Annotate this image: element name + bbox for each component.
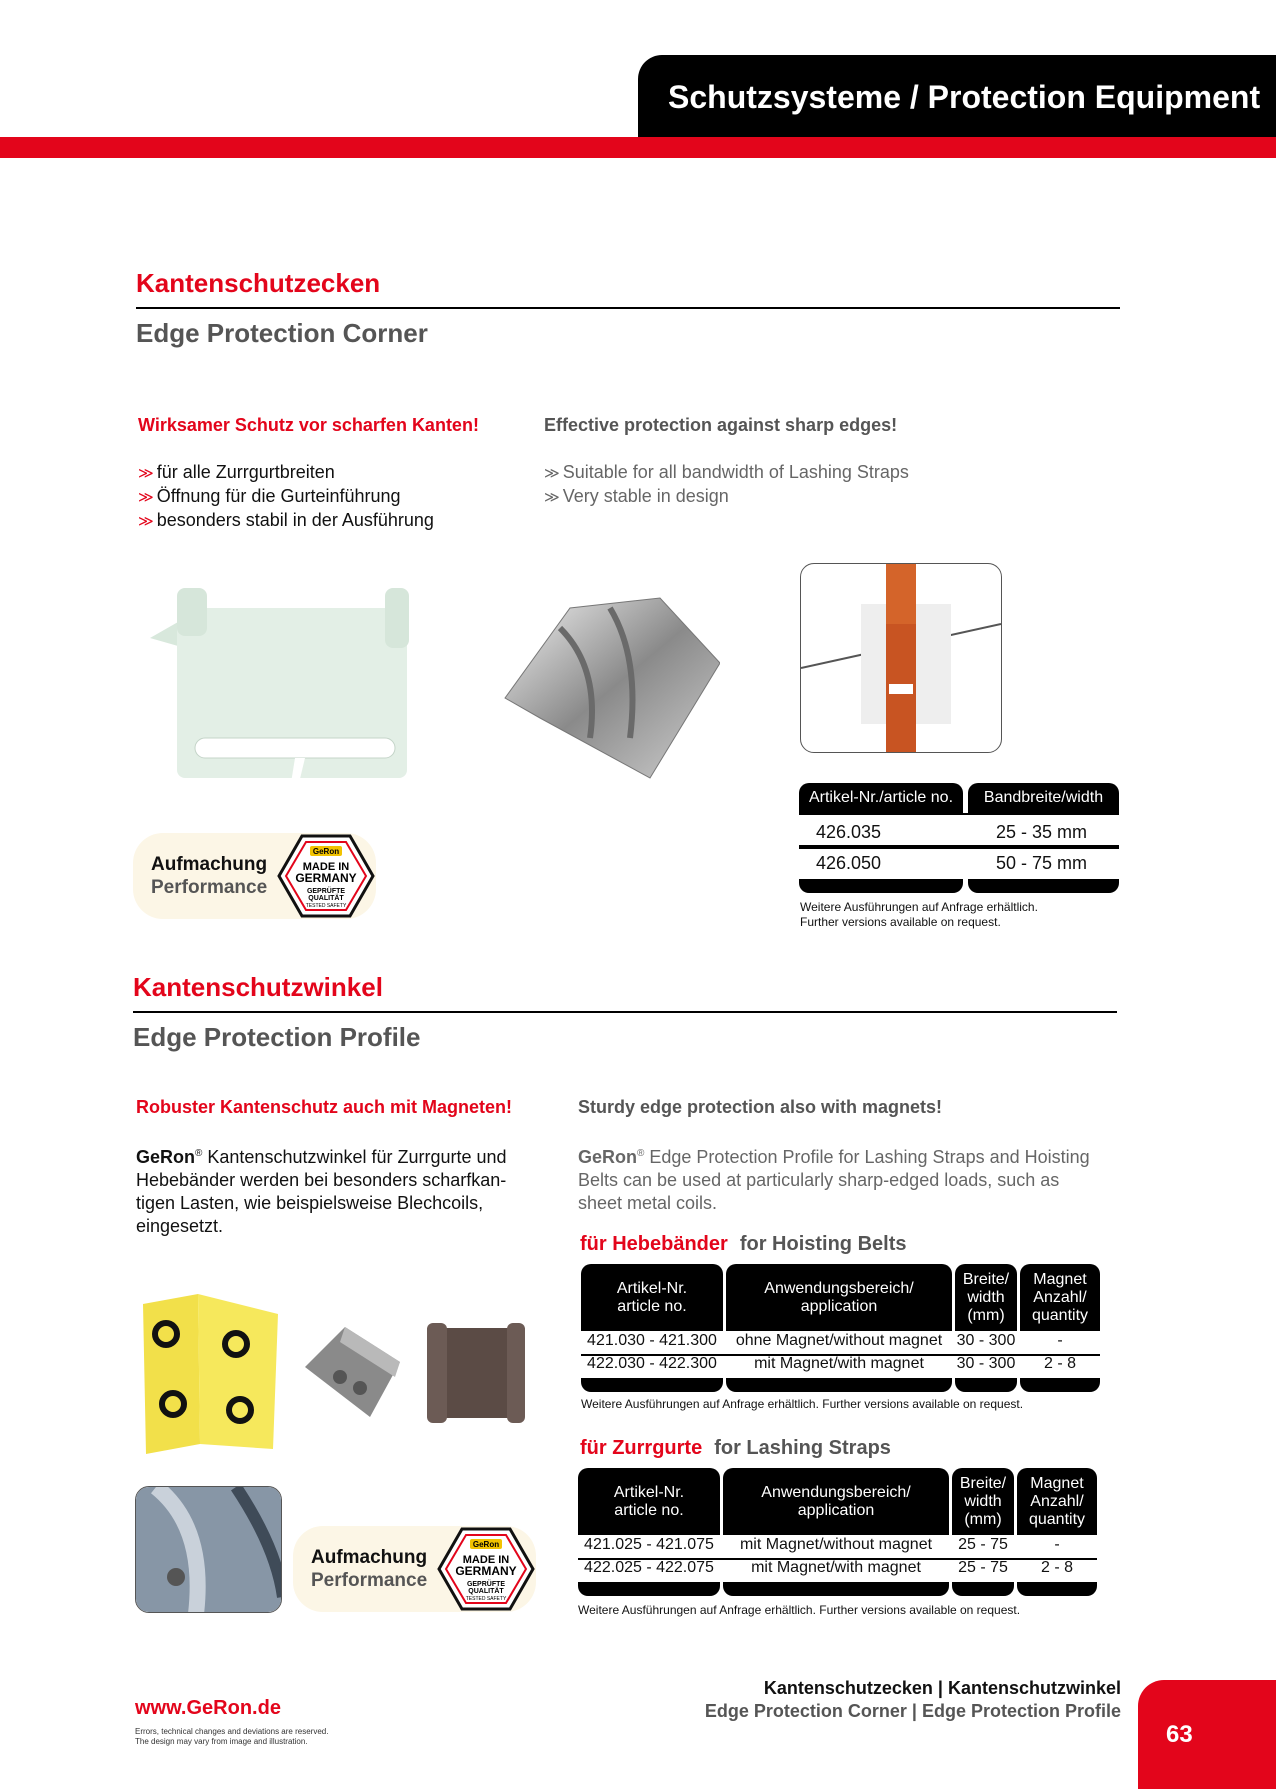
- performance-badge-2: [293, 1526, 536, 1612]
- table-header: Artikel-Nr. article no.: [578, 1468, 720, 1535]
- table-header: Artikel-Nr. article no.: [581, 1264, 723, 1331]
- header-title-tab: [638, 55, 1276, 139]
- lashing-note: Weitere Ausführungen auf Anfrage erhältlich. Further versions available on request.: [578, 1603, 1021, 1617]
- svg-text:TESTED SAFETY: TESTED SAFETY: [305, 903, 347, 909]
- website-link[interactable]: www.GeRon.de: [135, 1697, 281, 1719]
- section2-paragraph-de: GeRon® Kantenschutzwinkel für Zurrgurte und Hebebänder werden bei besonders scharfkan-tigen Lasten, wie beispielsweise Blechcoils, eingesetzt.: [136, 1147, 507, 1236]
- section1-note: Weitere Ausführungen auf Anfrage erhältlich. Further versions available on request.: [800, 900, 1038, 929]
- plastic-corner-image: [145, 578, 415, 788]
- table-header: Artikel-Nr./article no.: [799, 783, 963, 813]
- table-cell: 30 - 300: [956, 1332, 1016, 1349]
- table-header: Bandbreite/width: [968, 783, 1119, 813]
- lashing-subtitle: für Zurrgurte for Lashing Straps: [580, 1437, 891, 1459]
- section2-paragraph-en: GeRon® Edge Protection Profile for Lashing Straps and Hoisting Belts can be used at particularly sharp-edged loads, such as sheet metal coils.: [578, 1147, 1090, 1213]
- footer-title-en: Edge Protection Corner | Edge Protection Profile: [704, 1701, 1121, 1721]
- table-header: Magnet Anzahl/ quantity: [1020, 1264, 1100, 1331]
- section2-rule: [133, 1011, 1117, 1013]
- badge-line2: Performance: [311, 1570, 428, 1591]
- made-in-germany-seal: [277, 834, 375, 918]
- section2-lead-en: Sturdy edge protection also with magnets!: [578, 1097, 943, 1117]
- table-header: Breite/ width (mm): [952, 1468, 1014, 1535]
- double-chevron-icon: ≫: [138, 489, 154, 506]
- section1-rule: [136, 307, 1120, 309]
- double-chevron-icon: ≫: [138, 465, 154, 482]
- hoisting-subtitle: für Hebebänder for Hoisting Belts: [580, 1233, 907, 1255]
- section2-lead-de: Robuster Kantenschutz auch mit Magneten!: [136, 1097, 513, 1117]
- table-header: Magnet Anzahl/ quantity: [1017, 1468, 1097, 1535]
- footer-title-de: Kantenschutzecken | Kantenschutzwinkel: [763, 1678, 1121, 1698]
- table-cell: -: [1057, 1332, 1063, 1349]
- table-header: Breite/ width (mm): [955, 1264, 1017, 1331]
- svg-text:GEPRÜFTE: GEPRÜFTE: [307, 888, 346, 895]
- svg-text:MADE IN: MADE IN: [302, 861, 350, 873]
- double-chevron-icon: ≫: [544, 465, 560, 482]
- table-cell: 50 - 75 mm: [996, 853, 1088, 873]
- svg-text:GERMANY: GERMANY: [295, 871, 357, 885]
- profile-closeup-illustration: [136, 1487, 282, 1613]
- section1-bullets-de: [138, 461, 434, 533]
- hoisting-note: Weitere Ausführungen auf Anfrage erhältlich. Further versions available on request.: [581, 1397, 1024, 1411]
- table-cell: 25 - 35 mm: [996, 822, 1088, 842]
- list-item: ≫ für alle Zurrgurtbreiten: [138, 462, 335, 482]
- header-red-band: [0, 137, 1276, 158]
- corner-in-use-image: [800, 563, 1002, 753]
- svg-text:MADE IN: MADE IN: [462, 1554, 510, 1566]
- table-cell: 25 - 75: [958, 1559, 1008, 1576]
- table-cell: 426.035: [816, 822, 882, 842]
- list-item: ≫ besonders stabil in der Ausführung: [138, 510, 434, 530]
- table-cell: 421.025 - 421.075: [584, 1536, 714, 1553]
- table-cell: 2 - 8: [1040, 1559, 1073, 1576]
- svg-text:TESTED SAFETY: TESTED SAFETY: [465, 1596, 507, 1602]
- svg-text:GERMANY: GERMANY: [455, 1564, 517, 1578]
- table-cell: 2 - 8: [1043, 1355, 1076, 1372]
- section1-title-en: Edge Protection Corner: [136, 318, 428, 348]
- performance-badge-1: [133, 833, 376, 919]
- svg-text:GeRon: GeRon: [473, 1540, 500, 1549]
- table-cell: mit Magnet/with magnet: [751, 1559, 921, 1576]
- corner-in-use-illustration: [801, 564, 1002, 753]
- header-title: Schutzsysteme / Protection Equipment: [668, 78, 1261, 115]
- svg-text:QUALITÄT: QUALITÄT: [468, 1588, 504, 1595]
- table-cell: -: [1054, 1536, 1060, 1553]
- list-item: ≫ Suitable for all bandwidth of Lashing Straps: [544, 462, 909, 482]
- table-cell: 25 - 75: [958, 1536, 1008, 1553]
- yellow-magnet-profile-image: [138, 1284, 283, 1459]
- profile-closeup-image: [135, 1486, 282, 1613]
- section2-title-en: Edge Protection Profile: [133, 1022, 421, 1052]
- table-cell: mit Magnet/without magnet: [739, 1536, 933, 1553]
- table-header: Anwendungsbereich/ application: [726, 1264, 952, 1331]
- metal-corner-image: [500, 588, 720, 788]
- section1-lead-en: Effective protection against sharp edges!: [544, 415, 898, 435]
- metal-magnet-profile-image: [300, 1322, 405, 1422]
- section2-title-de: Kantenschutzwinkel: [133, 972, 383, 1002]
- section1-title-de: Kantenschutzecken: [136, 268, 381, 298]
- table-cell: 421.030 - 421.300: [587, 1332, 717, 1349]
- svg-text:QUALITÄT: QUALITÄT: [308, 895, 344, 902]
- page-number: 63: [1166, 1720, 1193, 1748]
- table-cell: 422.025 - 422.075: [584, 1559, 714, 1576]
- list-item: ≫ Very stable in design: [544, 486, 729, 506]
- double-chevron-icon: ≫: [138, 513, 154, 530]
- table-header: Anwendungsbereich/ application: [723, 1468, 949, 1535]
- list-item: ≫ Öffnung für die Gurteinführung: [138, 486, 401, 506]
- badge-line1: Aufmachung: [151, 854, 268, 875]
- svg-text:GEPRÜFTE: GEPRÜFTE: [467, 1581, 506, 1588]
- table-cell: 426.050: [816, 853, 882, 873]
- svg-text:GeRon: GeRon: [313, 847, 340, 856]
- page-number-tab: [1138, 1680, 1276, 1789]
- table-cell: 422.030 - 422.300: [587, 1355, 717, 1372]
- section1-lead-de: Wirksamer Schutz vor scharfen Kanten!: [138, 415, 479, 435]
- table-cell: 30 - 300: [956, 1355, 1016, 1372]
- table-cell: mit Magnet/with magnet: [754, 1355, 924, 1372]
- metal-profile-image: [422, 1318, 527, 1428]
- badge-line1: Aufmachung: [311, 1547, 428, 1568]
- double-chevron-icon: ≫: [544, 489, 560, 506]
- footer-disclaimer: Errors, technical changes and deviations are reserved. The design may vary from image and illustration.: [135, 1727, 329, 1746]
- section1-bullets-en: [544, 461, 909, 509]
- table-cell: ohne Magnet/without magnet: [735, 1332, 943, 1349]
- badge-line2: Performance: [151, 877, 268, 898]
- made-in-germany-seal: [437, 1527, 535, 1611]
